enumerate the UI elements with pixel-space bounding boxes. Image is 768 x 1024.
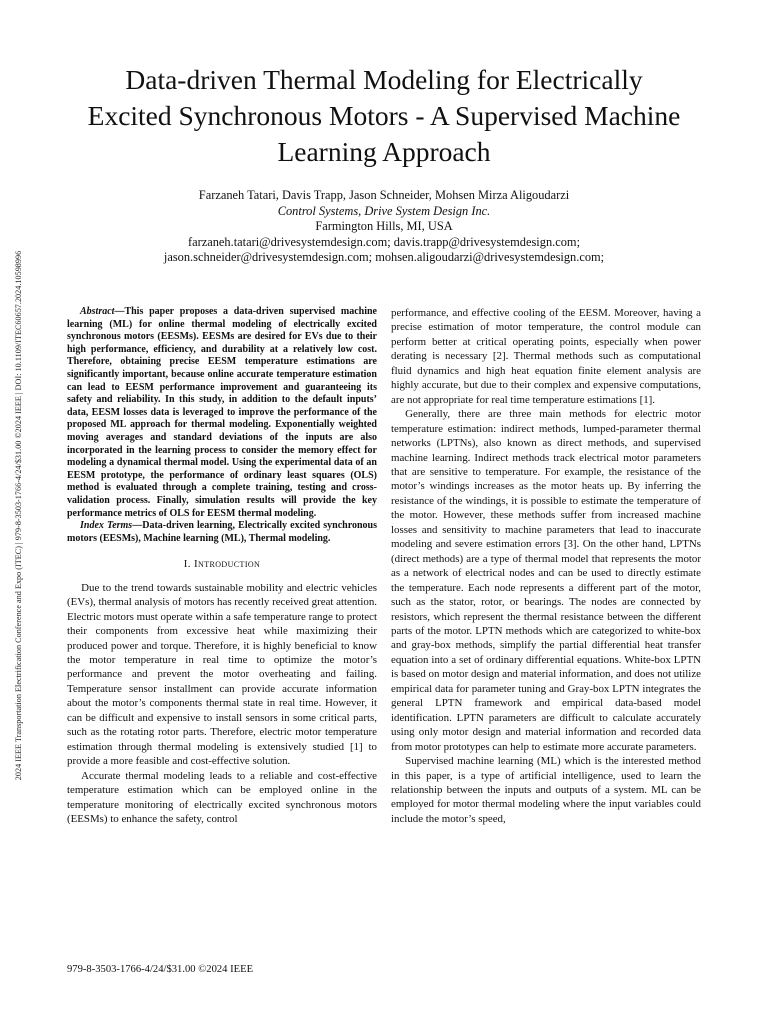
author-emails-2: jason.schneider@drivesystemdesign.com; mohsen.aligoudarzi@drivesystemdesign.com; — [163, 250, 605, 264]
paragraph: performance, and effective cooling of the EESM. Moreover, having a precise estimation of motor temperature, the control module can perform better at critical operating points, especially when power derating is necessary [2]. Thermal methods such as computational fluid dynamics and high heat equation finite element analysis are highly accurate, but due to their complex and expensive computations, are not appropriate for real time temperature estimations [1]. — [391, 307, 701, 406]
abstract-label: Abstract — [80, 306, 115, 317]
author-emails-1: farzaneh.tatari@drivesystemdesign.com; davis.trapp@drivesystemdesign.com; — [187, 234, 581, 249]
left-column — [67, 306, 377, 826]
paragraph: Generally, there are three main methods for electric motor temperature estimation: indirect methods, lumped-parameter thermal networks (LPTNs), also known as direct methods, and supervised machine learning. Indirect methods track electrical motor parameters that are sensitive to temperature. For example, the resistance of the motor’s windings increases as the motor heats up. By inferring the resistance of the windings, it is possible to estimate the temperature of the motor. However, these methods suffer from increased machine losses and sensitivity to machine parameters that lead to inaccurate modeling and severe estimation errors [3]. On the other hand, LPTNs (direct methods) are a type of thermal model that represents the motor as a network of electrical nodes and can be used to directly estimate the temperature. Each node represents a different part of the motor, such as the stator, rotor, or bearings. The nodes are connected by resistors, which represent the thermal resistance between the different parts of the motor. LPTN methods which are categorized to white-box and gray-box methods, simplify the partial differential heat transfer equation into a set of ordinary differential equations. White-box LPTN is based on motor design and material information, and does not utilize empirical data for parameter tuning and Gray-box LPTN integrates the general LPTN framework and empirical data-based model identification. LPTN parameters are difficult to calculate accurately using only motor design and material information and recorded data from motor prototypes can help to estimate more accurate parameters. — [391, 408, 701, 753]
footer-copyright: 979-8-3503-1766-4/24/$31.00 ©2024 IEEE — [67, 964, 254, 975]
index-terms-label: Index Terms — [80, 520, 133, 532]
abstract — [67, 306, 377, 520]
section-title: Introduction — [194, 558, 261, 571]
abstract-text: —This paper proposes a data-driven supervised machine learning (ML) for online thermal modeling of electrically excited synchronous motors (EESMs). EESMs are desired for EVs due to their high performance, efficiency, and durability at a relatively low cost. Therefore, obtaining precise EESM temperature estimations are significantly important, because online accurate temperature estimation can lead to EESM performance improvement and guaranteeing its safety and reliability. In this study, in addition to the default inputs’ data, EESM losses data is leveraged to improve the performance of the proposed ML approach for thermal modeling. Exponentially weighted moving averages and standard deviations of the inputs are also incorporated in the learning process to consider the memory effect for modeling a dynamical thermal model. Using the experimental data of an EESM prototype, the performance of ordinary least squares (OLS) method is evaluated through a complete training, testing and cross-validation process. Finally, simulation results will provide the key performance metrics of OLS for EESM thermal modeling. — [67, 306, 377, 519]
side-note — [10, 180, 28, 850]
index-terms-text: —Data-driven learning, Electrically excited synchronous motors (EESMs), Machine learning (ML), Thermal modeling. — [67, 520, 378, 544]
author-names: Farzaneh Tatari, Davis Trapp, Jason Schneider, Mohsen Mirza Aligoudarzi — [198, 188, 570, 202]
index-terms — [67, 520, 377, 545]
side-note-text: 2024 IEEE Transportation Electrification Conference and Expo (ITEC) | 979-8-3503-1766-4/24/$31.00 ©2024 IEEE | DOI: 10.1109/ITEC60657.2024.10598996 — [14, 250, 24, 780]
section-number: I. — [183, 558, 191, 571]
author-block — [80, 188, 688, 266]
paragraph: Due to the trend towards sustainable mobility and electric vehicles (EVs), thermal analysis of motors has recently received great attention. Electric motors must operate within a safe temperature range to protect their components from excessive heat while maximizing their produced power and torque. Therefore, it is highly beneficial to know the motor temperature in real time to optimize the motor’s performance and prevent the motor overheating and failing. Temperature sensor installment can provide accurate information about the motor’s components thermal state in real time. However, it can be difficult and expensive to install sensors in some critical parts, such as the rotating rotor parts. Therefore, electric motor temperature estimation through thermal modeling is extensively studied [1] to provide a more feasible and cost-effective solution. — [67, 581, 377, 768]
paper-title: Data-driven Thermal Modeling for Electrically Excited Synchronous Motors - A Supervised Machine Learning Approach — [87, 64, 681, 167]
section-heading — [67, 557, 377, 571]
author-location: Farmington Hills, MI, USA — [315, 219, 453, 233]
paragraph: Supervised machine learning (ML) which is the interested method in this paper, is a type of artificial intelligence, used to learn the relationship between the inputs and outputs of a system. ML can be employed for motor thermal modeling where the input variables could include the motor’s speed, — [391, 755, 701, 825]
author-affiliation: Control Systems, Drive System Design Inc. — [277, 203, 491, 218]
right-column — [391, 306, 701, 826]
paragraph: Accurate thermal modeling leads to a reliable and cost-effective temperature estimation which can be employed online in the temperature monitoring of electrically excited synchronous motors (EESMs) to enhance the safety, control — [67, 769, 377, 825]
